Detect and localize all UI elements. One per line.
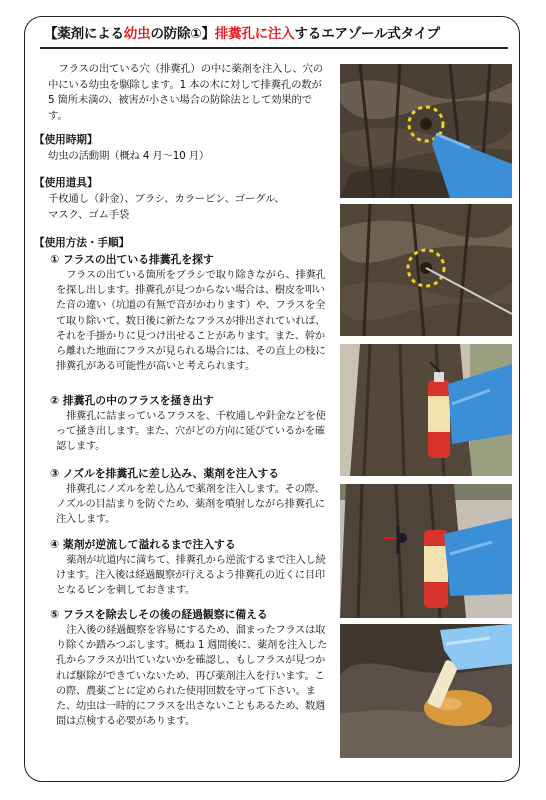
photo-4-injecting-until-overflow xyxy=(340,484,512,618)
tools-heading: 【使用道具】 xyxy=(34,177,98,189)
title-underline xyxy=(40,47,508,49)
page-title: 【薬剤による幼虫の防除①】排糞孔に注入するエアゾール式タイプ xyxy=(44,26,440,42)
step-5-text: 注入後の経過観察を容易にするため、溜まったフラスは取り除くか踏みつぶします。概ね 1 週間後に、薬剤を注入した孔からフラスが出ていないかを確認し、もしフラスが見つかれば駆除ができていないため、再び薬剤注入を行います。この際、農薬ごとに定められた使用回数を守って下さい。また、幼虫は一時的にフラスを出さないこともあるため、数週間は点検する必要があります。 xyxy=(56,625,328,728)
step-2-title: ② 排糞孔の中のフラスを掻き出す xyxy=(50,394,214,407)
photo-5-removing-frass xyxy=(340,624,512,758)
tools-line-2: マスク、ゴム手袋 xyxy=(48,209,130,221)
intro-text: フラスの出ている穴（排糞孔）の中に薬剤を注入し、穴の中にいる幼虫を駆除します。1 本の木に対して排糞孔の数が 5 箇所未満の、被害が小さい場合の防除法として効果的です。 xyxy=(48,63,324,122)
step-3-title: ③ ノズルを排糞孔に差し込み、薬剤を注入する xyxy=(50,467,280,480)
period-text: 幼虫の活動期（概ね 4 月～10 月） xyxy=(48,150,210,162)
step-1-title: ① フラスの出ている排糞孔を探す xyxy=(50,253,214,266)
step-4-text: 薬剤が坑道内に満ちて、排糞孔から逆流するまで注入し続けます。注入後は経過観察が行えるよう排糞孔の近くに目印となるピンを刺しておきます。 xyxy=(56,555,326,597)
photo-2-scraping-frass xyxy=(340,204,512,336)
photo-3-inserting-nozzle xyxy=(340,344,512,476)
photo-1-finding-hole xyxy=(340,64,512,198)
step-4-title: ④ 薬剤が逆流して溢れるまで注入する xyxy=(50,538,236,551)
step-1-text: フラスの出ている箇所をブラシで取り除きながら、排糞孔を探し出します。排糞孔が見つからない場合は、樹皮を叩いた音の違い（坑道の有無で音がかわります）や、フラスを全て取り除いて、数日後に新たなフラスが排出されていれば、それを手掛かりに見つけ出せることがあります。また、幹から離れた地面にフラスが見られる場合には、その直上の枝に排糞孔がある可能性が高いと考えられます。 xyxy=(56,270,326,373)
tools-line-1: 千枚通し（針金）、ブラシ、カラーピン、ゴーグル、 xyxy=(48,193,285,205)
step-2-text: 排糞孔に詰まっているフラスを、千枚通しや針金などを使って掻き出します。また、穴がどの方向に延びているかを確認します。 xyxy=(56,411,326,453)
period-heading: 【使用時期】 xyxy=(34,134,98,146)
method-heading: 【使用方法・手順】 xyxy=(34,237,130,249)
step-3-text: 排糞孔にノズルを差し込んで薬剤を注入します。その際、ノズルの目詰まりを防ぐため、薬剤を噴射しながら排糞孔に注入します。 xyxy=(56,484,325,526)
step-5-title: ⑤ フラスを除去しその後の経過観察に備える xyxy=(50,608,268,621)
